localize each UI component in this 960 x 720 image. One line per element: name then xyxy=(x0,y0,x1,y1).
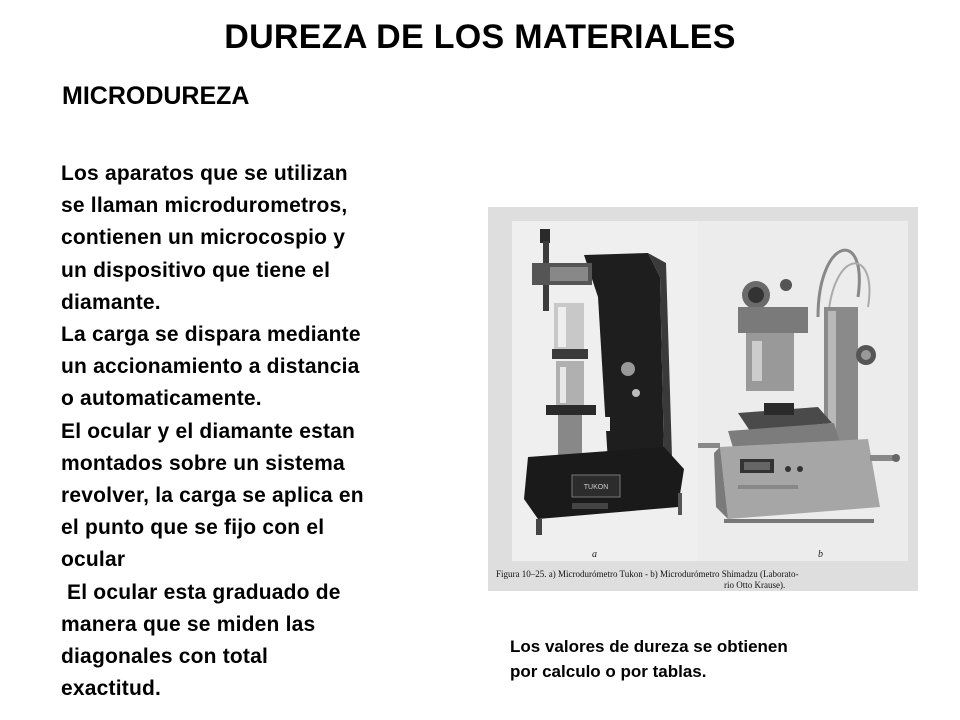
body-line: ocular xyxy=(61,548,126,572)
figure-caption-line2: rio Otto Krause). xyxy=(724,580,786,590)
body-line: exactitud. xyxy=(61,677,162,701)
note-line: Los valores de dureza se obtienen xyxy=(510,637,788,656)
body-line: un dispositivo que tiene el xyxy=(61,258,331,282)
figure-label-b: b xyxy=(818,549,823,560)
body-text xyxy=(61,158,481,705)
slide-title: DUREZA DE LOS MATERIALES xyxy=(224,18,736,56)
body-line: montados sobre un sistema xyxy=(61,451,345,475)
section-heading: MICRODUREZA xyxy=(62,82,250,110)
body-line: contienen un microcospio y xyxy=(61,226,346,250)
body-line: un accionamiento a distancia xyxy=(61,355,360,379)
body-line: se llaman microdurometros, xyxy=(61,194,348,218)
body-line: Los aparatos que se utilizan xyxy=(61,162,348,185)
body-line: diagonales con total xyxy=(61,645,269,669)
figure-caption-line1: Figura 10–25. a) Microdurómetro Tukon - b) Microdurómetro Shimadzu (Laborato- xyxy=(496,569,799,579)
microdurometer-photo xyxy=(488,207,918,591)
body-line: El ocular esta graduado de xyxy=(61,580,341,604)
figure-note xyxy=(510,634,930,684)
body-line: manera que se miden las xyxy=(61,612,316,636)
tukon-plate: TUKON xyxy=(583,484,609,491)
figure-label-a: a xyxy=(592,549,597,560)
note-line: por calculo o por tablas. xyxy=(510,662,707,681)
body-line: o automaticamente. xyxy=(61,387,262,411)
body-line: El ocular y el diamante estan xyxy=(61,419,356,443)
body-line: diamante. xyxy=(61,290,161,314)
body-line: La carga se dispara mediante xyxy=(61,323,361,347)
body-line: el punto que se fijo con el xyxy=(61,516,325,540)
body-line: revolver, la carga se aplica en xyxy=(61,484,364,508)
